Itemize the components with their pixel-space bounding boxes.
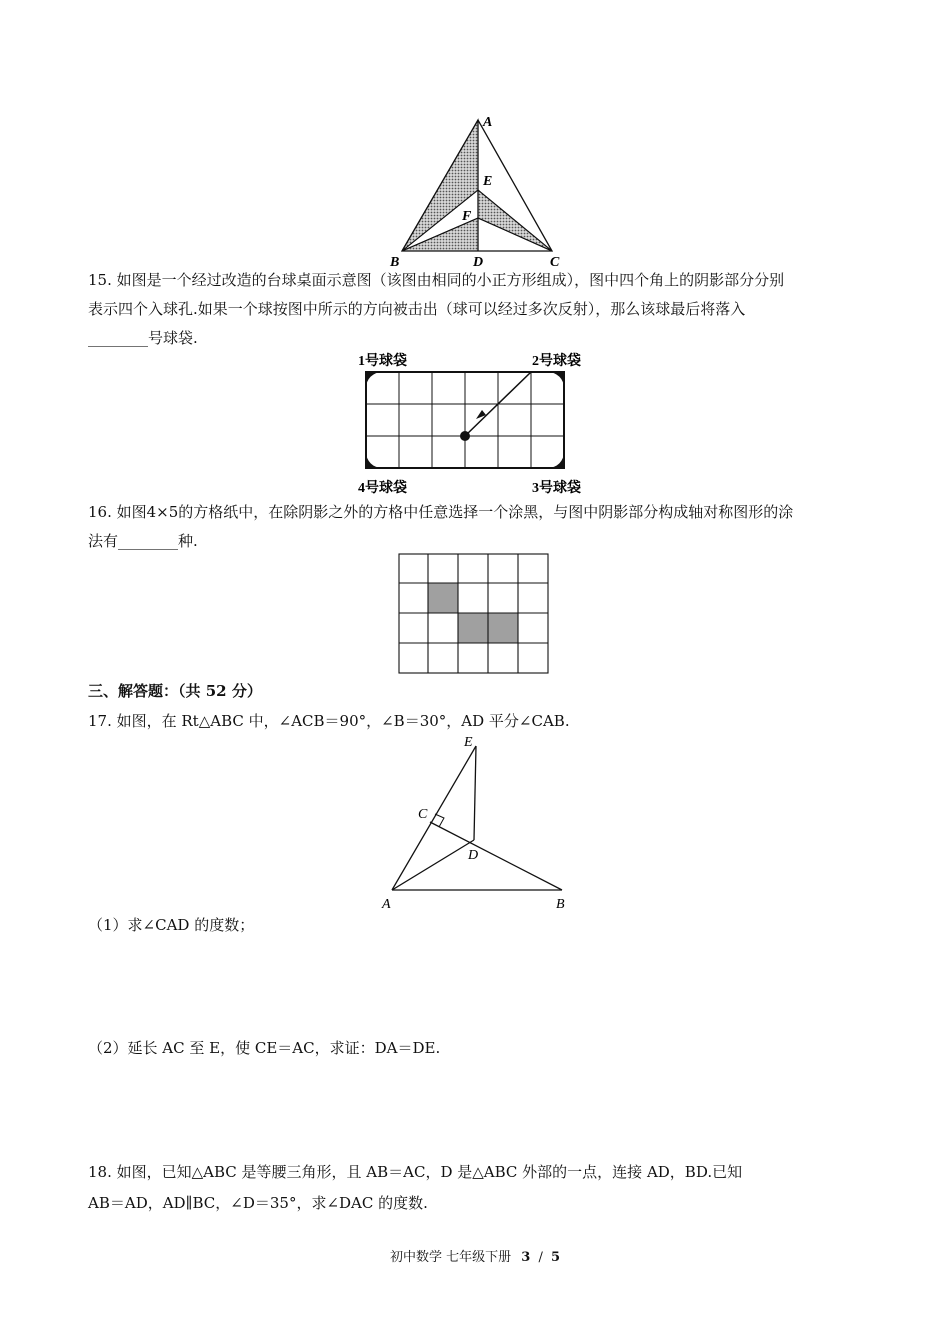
section-heading: 三、解答题：（共 52 分） [88, 682, 262, 700]
answer-blank: ________ [88, 329, 148, 347]
q16-line2-pre: 法有 [88, 532, 119, 550]
q16-line1: 16. 如图4×5的方格纸中，在除阴影之外的方格中任意选择一个涂黑，与图中阴影部分构成轴对称图形的涂 [88, 503, 794, 521]
label-F: F [462, 209, 472, 224]
label-E: E [464, 736, 473, 750]
footer-course: 初中数学 七年级下册 [389, 1250, 512, 1265]
billiard-table-figure [352, 348, 602, 496]
q17-stem: 17. 如图，在 Rt△ABC 中，∠ACB＝90°，∠B＝30°，AD 平分∠CAB. [88, 712, 570, 730]
q18-line1: 18. 如图，已知△ABC 是等腰三角形，且 AB＝AC，D 是△ABC 外部的一点，连接 AD，BD.已知 [88, 1163, 743, 1181]
q15-line3-text: 号球袋. [148, 329, 198, 347]
q15-line2: 表示四个入球孔.如果一个球按图中所示的方向被击出（球可以经过多次反射），那么该球最后将落入 [88, 300, 746, 318]
q15-line3 [88, 328, 198, 348]
pocket-4-icon [366, 452, 382, 468]
label-B: B [390, 255, 400, 270]
footer-page: 3 [521, 1250, 531, 1265]
triangle-figure-17 [378, 736, 578, 912]
label-A: A [483, 115, 493, 130]
label-C: C [550, 255, 560, 270]
pocket-3-icon [548, 452, 564, 468]
pocket-2-icon [548, 372, 564, 388]
label-C: C [418, 807, 428, 822]
ball-icon [460, 431, 470, 441]
grid-4x5-figure [398, 553, 550, 675]
label-B: B [556, 897, 565, 912]
pocket-3-label: 3号球袋 [532, 481, 581, 496]
label-E: E [483, 174, 493, 189]
q16-line2-post: 种. [178, 532, 198, 550]
answer-blank: ________ [118, 532, 179, 550]
shaded-cell [458, 613, 488, 643]
pocket-1-label: 1号球袋 [358, 354, 407, 369]
page-footer [0, 1246, 950, 1265]
footer-total: 5 [550, 1250, 561, 1265]
label-A: A [382, 897, 391, 912]
label-D: D [468, 848, 479, 863]
pocket-4-label: 4号球袋 [358, 481, 407, 496]
q15-line1: 15. 如图是一个经过改造的台球桌面示意图（该图由相同的小正方形组成），图中四个角上的阴影部分分别 [88, 271, 785, 289]
footer-separator: / [538, 1250, 543, 1265]
triangle-figure-14 [388, 112, 568, 270]
pocket-1-icon [366, 372, 382, 388]
q17-part2: （2）延长 AC 至 E，使 CE＝AC，求证：DA＝DE. [88, 1039, 441, 1057]
shaded-cell [428, 583, 458, 613]
q16-line2 [88, 531, 198, 551]
label-D: D [473, 255, 484, 270]
q17-part1: （1）求∠CAD 的度数； [88, 916, 255, 934]
shaded-cell [488, 613, 518, 643]
pocket-2-label: 2号球袋 [532, 354, 581, 369]
q18-line2: AB＝AD，AD∥BC，∠D＝35°，求∠DAC 的度数. [88, 1194, 428, 1212]
